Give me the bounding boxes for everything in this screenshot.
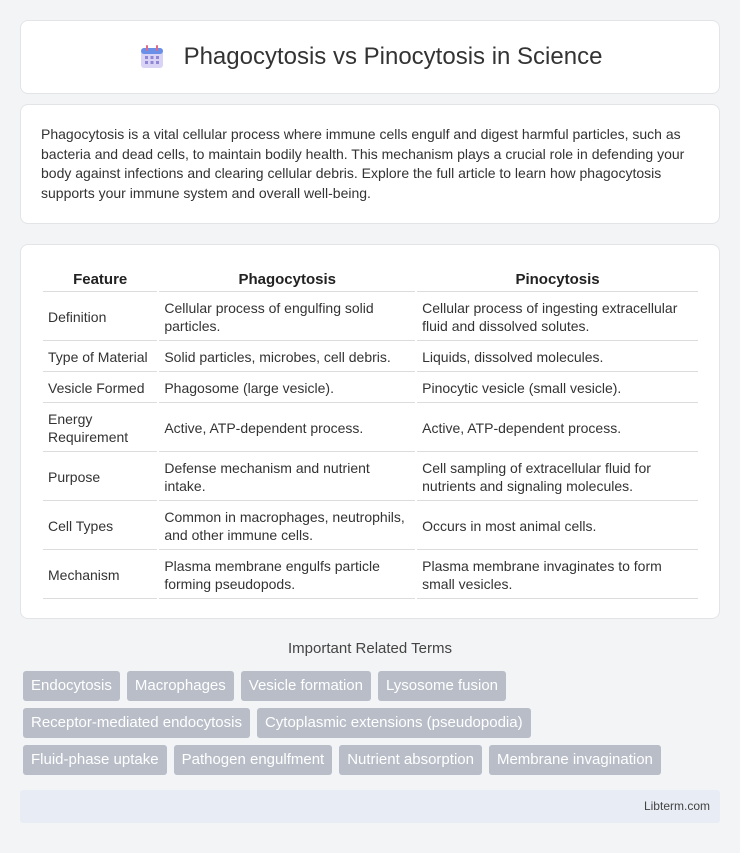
comparison-table bbox=[41, 265, 700, 601]
term-tag[interactable]: Pathogen engulfment bbox=[174, 745, 333, 775]
header-pinocytosis: Pinocytosis bbox=[417, 267, 698, 292]
header-phagocytosis: Phagocytosis bbox=[159, 267, 415, 292]
tag-row bbox=[23, 708, 723, 738]
table-row bbox=[43, 454, 698, 501]
term-tag[interactable]: Endocytosis bbox=[23, 671, 120, 701]
pinocytosis-cell: Plasma membrane invaginates to form small vesicles. bbox=[417, 552, 698, 599]
term-tag[interactable]: Fluid-phase uptake bbox=[23, 745, 167, 775]
feature-cell: Type of Material bbox=[43, 343, 157, 372]
header-feature: Feature bbox=[43, 267, 157, 292]
table-row bbox=[43, 294, 698, 341]
term-tag[interactable]: Lysosome fusion bbox=[378, 671, 506, 701]
pinocytosis-cell: Liquids, dissolved molecules. bbox=[417, 343, 698, 372]
pinocytosis-cell: Cellular process of ingesting extracellular fluid and dissolved solutes. bbox=[417, 294, 698, 341]
related-terms-tags bbox=[23, 671, 723, 782]
feature-cell: Mechanism bbox=[43, 552, 157, 599]
phagocytosis-cell: Solid particles, microbes, cell debris. bbox=[159, 343, 415, 372]
phagocytosis-cell: Defense mechanism and nutrient intake. bbox=[159, 454, 415, 501]
term-tag[interactable]: Receptor-mediated endocytosis bbox=[23, 708, 250, 738]
footer bbox=[20, 790, 720, 823]
feature-cell: Vesicle Formed bbox=[43, 374, 157, 403]
term-tag[interactable]: Cytoplasmic extensions (pseudopodia) bbox=[257, 708, 531, 738]
phagocytosis-cell: Cellular process of engulfing solid particles. bbox=[159, 294, 415, 341]
related-terms-heading: Important Related Terms bbox=[288, 640, 452, 657]
page-title: Phagocytosis vs Pinocytosis in Science bbox=[183, 43, 603, 70]
pinocytosis-cell: Active, ATP-dependent process. bbox=[417, 405, 698, 452]
title-wrap bbox=[138, 43, 603, 71]
term-tag[interactable]: Macrophages bbox=[127, 671, 234, 701]
feature-cell: Definition bbox=[43, 294, 157, 341]
comparison-table-card bbox=[20, 244, 720, 619]
table-row bbox=[43, 374, 698, 403]
pinocytosis-cell: Pinocytic vesicle (small vesicle). bbox=[417, 374, 698, 403]
phagocytosis-cell: Active, ATP-dependent process. bbox=[159, 405, 415, 452]
phagocytosis-cell: Common in macrophages, neutrophils, and other immune cells. bbox=[159, 503, 415, 550]
header-card bbox=[20, 20, 720, 94]
table-header-row bbox=[43, 267, 698, 292]
table-row bbox=[43, 503, 698, 550]
tag-row bbox=[23, 671, 723, 701]
table-row bbox=[43, 343, 698, 372]
intro-text: Phagocytosis is a vital cellular process where immune cells engulf and digest harmful particles, such as bacteria and dead cells, to maintain bodily health. This mechanism plays a crucial role in defending your body against infections and clearing cellular debris. Explore the full article to learn how phagocytosis supports your immune system and overall well-being. bbox=[41, 126, 685, 201]
footer-site-link[interactable]: Libterm.com bbox=[643, 799, 710, 813]
table-row bbox=[43, 552, 698, 599]
feature-cell: Purpose bbox=[43, 454, 157, 501]
term-tag[interactable]: Nutrient absorption bbox=[339, 745, 482, 775]
feature-cell: Cell Types bbox=[43, 503, 157, 550]
pinocytosis-cell: Cell sampling of extracellular fluid for nutrients and signaling molecules. bbox=[417, 454, 698, 501]
pinocytosis-cell: Occurs in most animal cells. bbox=[417, 503, 698, 550]
phagocytosis-cell: Plasma membrane engulfs particle forming pseudopods. bbox=[159, 552, 415, 599]
feature-cell: Energy Requirement bbox=[43, 405, 157, 452]
term-tag[interactable]: Membrane invagination bbox=[489, 745, 661, 775]
tag-row bbox=[23, 745, 723, 775]
phagocytosis-cell: Phagosome (large vesicle). bbox=[159, 374, 415, 403]
calendar-icon bbox=[138, 43, 166, 71]
term-tag[interactable]: Vesicle formation bbox=[241, 671, 371, 701]
table-row bbox=[43, 405, 698, 452]
intro-card bbox=[20, 104, 720, 224]
